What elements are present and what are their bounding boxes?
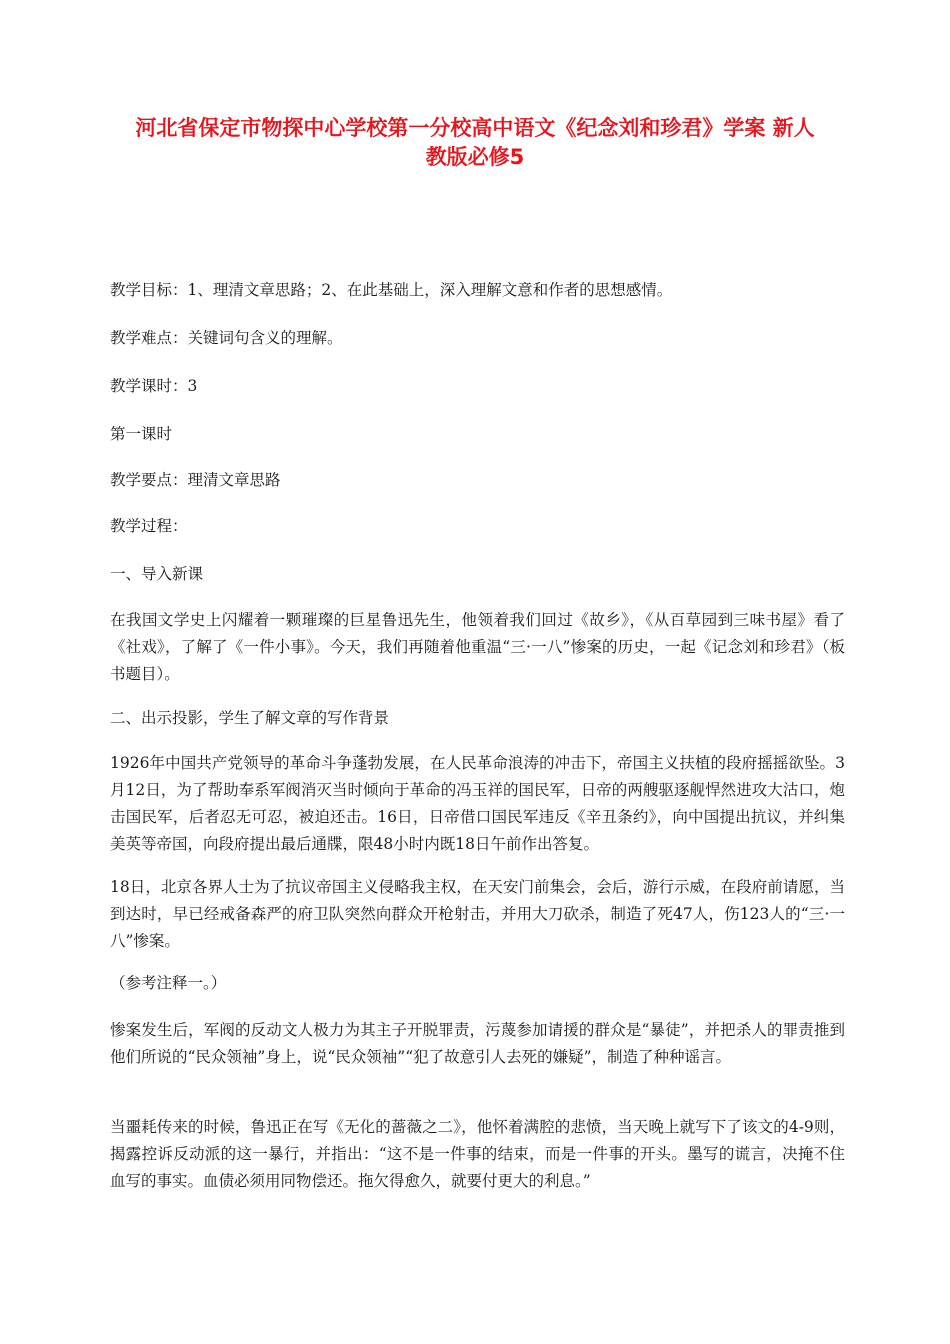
- teaching-difficulty: 教学难点：关键词句含义的理解。: [110, 329, 343, 347]
- teaching-hours: 教学课时：3: [110, 377, 198, 395]
- teaching-process-heading: 教学过程：: [110, 517, 188, 535]
- teaching-goal: 教学目标：1、理清文章思路；2、在此基础上，深入理解文意和作者的思想感情。: [110, 281, 673, 299]
- section-heading-intro: 一、导入新课: [110, 565, 204, 583]
- background-paragraph-1926: 1926年中国共产党领导的革命斗争蓬勃发展，在人民革命浪涛的冲击下，帝国主义扶植的段府摇摇欲坠。3月12日，为了帮助奉系军阀消灭当时倾向于革命的冯玉祥的国民军，日帝的两艘驱逐舰悍然进攻大沽口，炮击国民军，后者忍无可忍，被迫还击。16日，日帝借口国民军违反《辛丑条约》，向中国提出抗议，并纠集美英等帝国，向段府提出最后通牒，限48小时内既18日午前作出答复。: [110, 754, 845, 853]
- reference-note: （参考注释一。）: [110, 974, 227, 992]
- aftermath-paragraph: 惨案发生后，军阀的反动文人极力为其主子开脱罪责，污蔑参加请援的群众是“暴徒”，并把杀人的罪责推到他们所说的“民众领袖”身上，说“民众领袖”“犯了故意引人去死的嫌疑”，制造了种种谣言。: [110, 1021, 845, 1066]
- background-paragraph-18th: 18日，北京各界人士为了抗议帝国主义侵略我主权，在天安门前集会，会后，游行示威，在段府前请愿，当到达时，早已经戒备森严的府卫队突然向群众开枪射击，并用大刀砍杀，制造了死47人，伤123人的“三·一八”惨案。: [110, 878, 845, 950]
- title-line-2: 教版必修5: [425, 145, 525, 169]
- luxun-response-paragraph: 当噩耗传来的时候，鲁迅正在写《无化的蔷薇之二》，他怀着满腔的悲愤，当天晚上就写下了该文的4-9则，揭露控诉反动派的这一暴行，并指出：“这不是一件事的结束，而是一件事的开头。墨写的谎言，决掩不住血写的事实。血债必须用同物偿还。拖欠得愈久，就要付更大的利息。”: [110, 1118, 845, 1190]
- document-title: [100, 114, 850, 172]
- teaching-key-points: 教学要点：理清文章思路: [110, 471, 281, 489]
- title-line-1: 河北省保定市物探中心学校第一分校高中语文《纪念刘和珍君》学案 新人: [135, 116, 815, 140]
- section-heading-background: 二、出示投影，学生了解文章的写作背景: [110, 709, 390, 727]
- intro-paragraph: 在我国文学史上闪耀着一颗璀璨的巨星鲁迅先生，他领着我们回过《故乡》，《从百草园到三味书屋》看了《社戏》，了解了《一件小事》。今天，我们再随着他重温“三·一八”惨案的历史，一起《记念刘和珍君》（板书题目）。: [110, 611, 845, 683]
- first-lesson-heading: 第一课时: [110, 425, 173, 443]
